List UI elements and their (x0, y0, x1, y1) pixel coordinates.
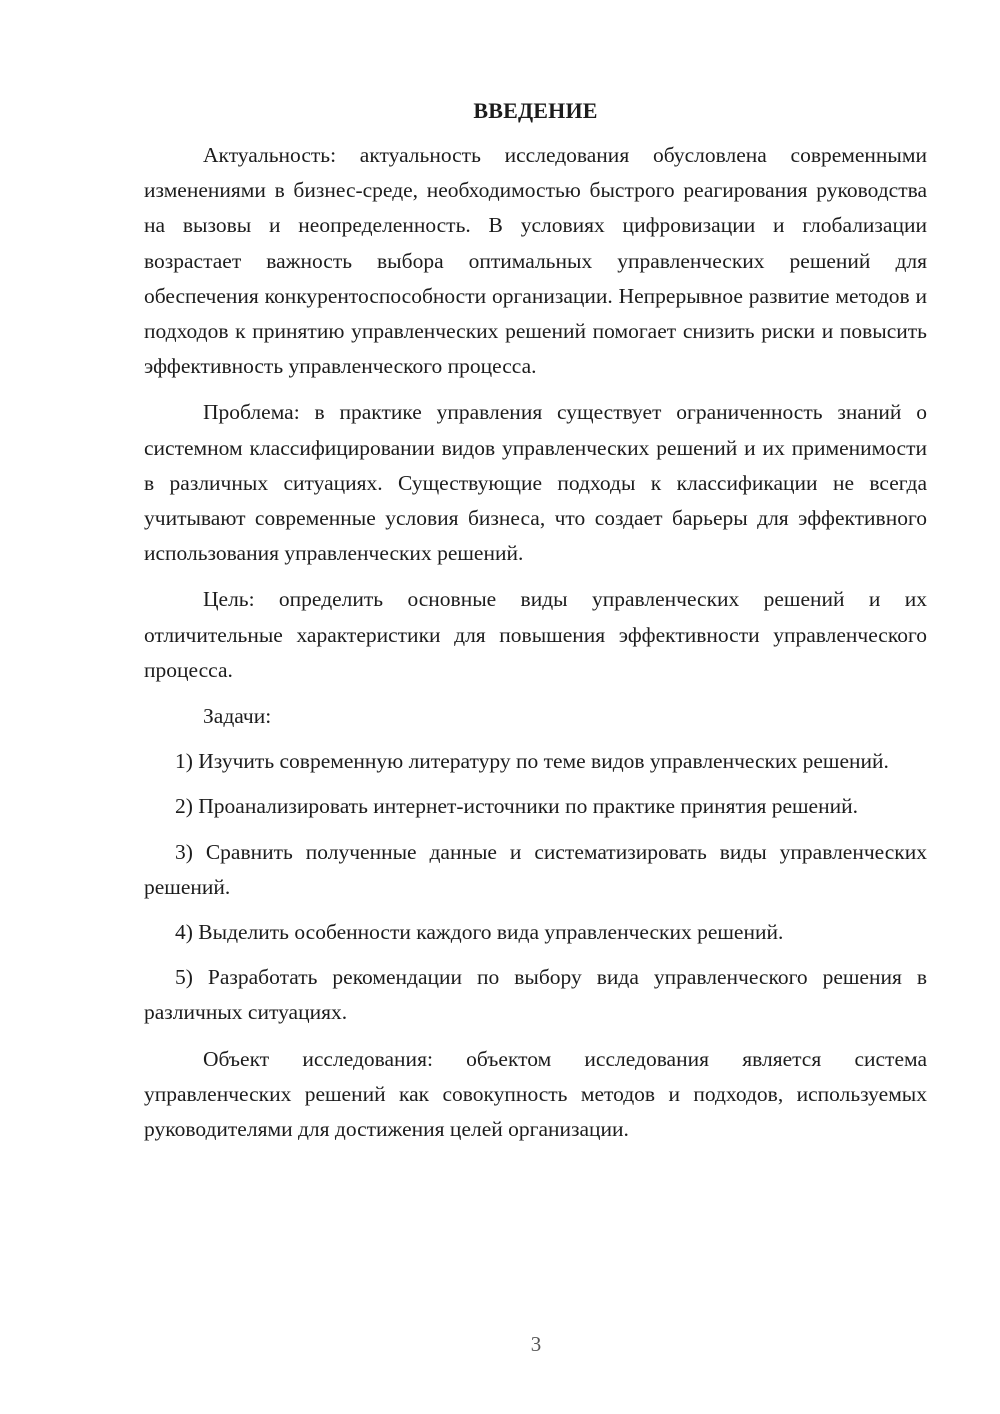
paragraph-problem: Проблема: в практике управления существует ограниченность знаний о системном классифицировании видов управленческих решений и их применимости в различных ситуациях. Существующие подходы к классификации не всегда учитывают современные условия бизнеса, что создает барьеры для эффективного использования управленческих решений. (144, 400, 927, 566)
task-item-1: 1) Изучить современную литературу по теме видов управленческих решений. (175, 749, 889, 774)
page-number: 3 (530, 1332, 542, 1356)
page-content (144, 94, 927, 1147)
task-item-3: 3) Сравнить полученные данные и систематизировать виды управленческих решений. (144, 839, 927, 899)
task-item-2: 2) Проанализировать интернет-источники по практике принятия решений. (175, 794, 858, 819)
task-item-5: 5) Разработать рекомендации по выбору вида управленческого решения в различных ситуациях. (144, 965, 927, 1025)
page-title: ВВЕДЕНИЕ (473, 98, 598, 123)
paragraph-goal: Цель: определить основные виды управленческих решений и их отличительные характеристики для повышения эффективности управленческого процесса. (144, 587, 927, 682)
tasks-heading: Задачи: (203, 704, 272, 729)
paragraph-object: Объект исследования: объектом исследования является система управленческих решений как совокупность методов и подходов, используемых руководителями для достижения целей организации. (144, 1046, 927, 1142)
paragraph-relevance: Актуальность: актуальность исследования обусловлена современными изменениями в бизнес-среде, необходимостью быстрого реагирования руководства на вызовы и неопределенность. В условиях цифровизации и глобализации возрастает важность выбора оптимальных управленческих решений для обеспечения конкурентоспособности организации. Непрерывное развитие методов и подходов к принятию управленческих решений помогает снизить риски и повысить эффективность управленческого процесса. (144, 143, 927, 379)
task-item-4: 4) Выделить особенности каждого вида управленческих решений. (175, 920, 784, 945)
